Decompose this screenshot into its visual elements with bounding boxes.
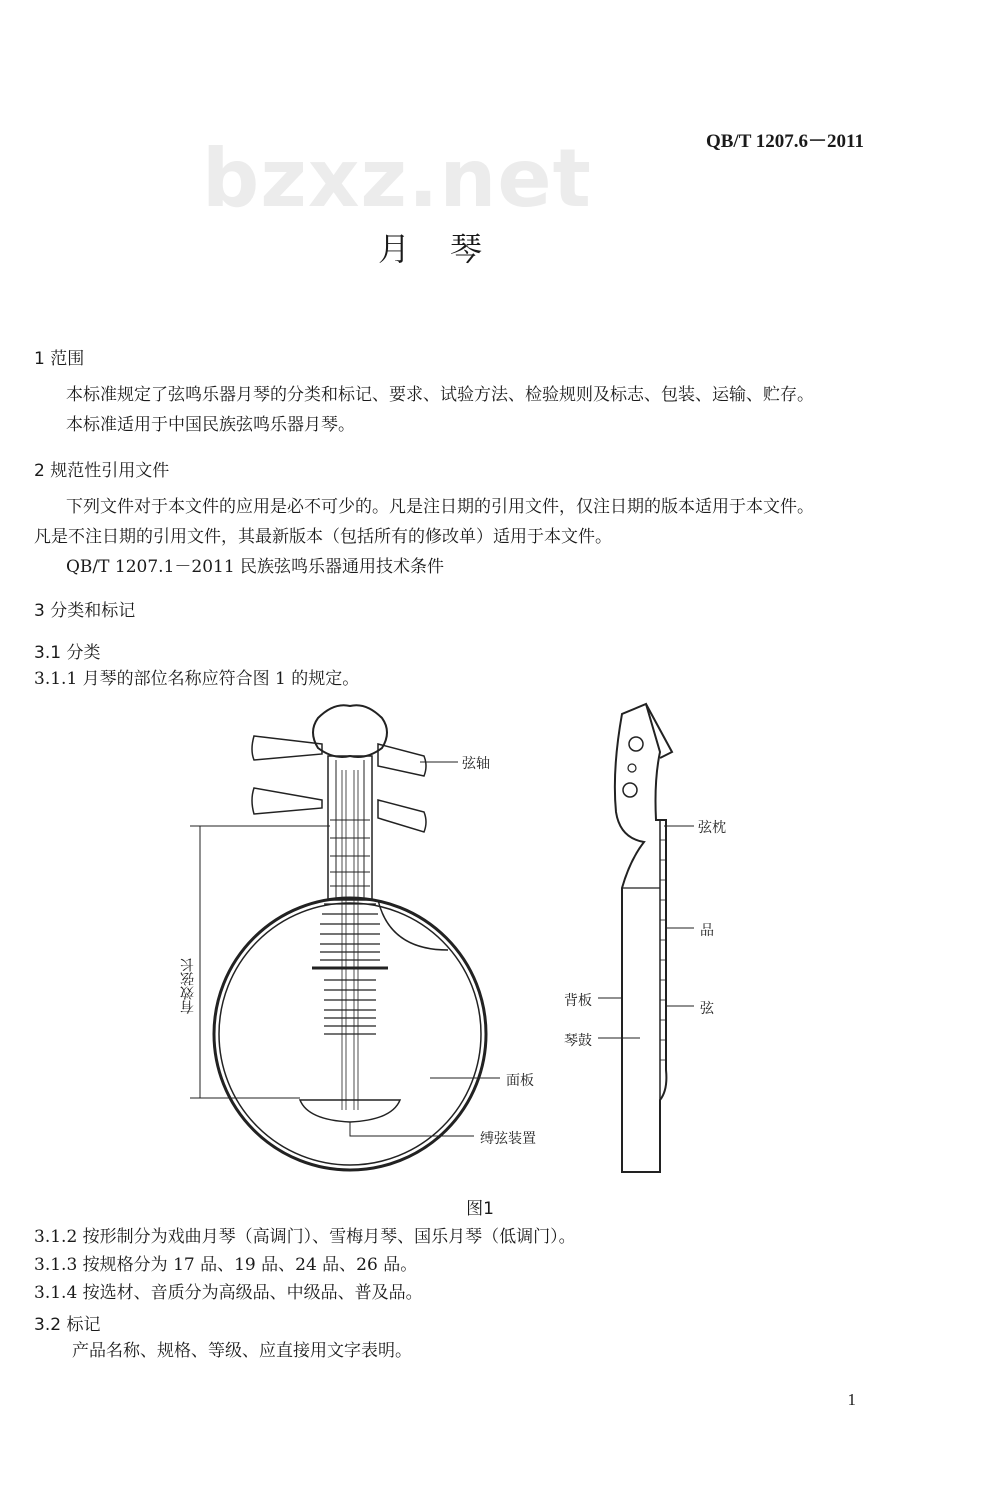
section-3-1-heading: 3.1 分类: [34, 643, 101, 663]
peg-top-left: [252, 736, 322, 760]
peg-bottom-left: [252, 788, 322, 814]
section-3-2-paragraph: 产品名称、规格、等级、应直接用文字表明。: [72, 1341, 412, 1361]
section-2-heading: 2 规范性引用文件: [34, 461, 170, 481]
peg-top-right: [378, 744, 426, 776]
section-2-paragraph-1: 下列文件对于本文件的应用是必不可少的。凡是注日期的引用文件，仅注日期的版本适用于本文件。: [66, 497, 814, 517]
label-beiban: 背板: [564, 993, 592, 1009]
label-xianzhou: 弦轴: [462, 756, 490, 772]
normative-reference: QB/T 1207.1－2011 民族弦鸣乐器通用技术条件: [66, 557, 445, 577]
section-1-paragraph-1: 本标准规定了弦鸣乐器月琴的分类和标记、要求、试验方法、检验规则及标志、包装、运输、贮存。: [66, 385, 814, 405]
clause-3-1-2: 3.1.2 按形制分为戏曲月琴（高调门）、雪梅月琴、国乐月琴（低调门）。: [34, 1227, 576, 1247]
label-mianban: 面板: [506, 1073, 534, 1089]
label-xianzhen: 弦枕: [698, 820, 726, 836]
label-xian: 弦: [700, 1001, 714, 1017]
side-body: [615, 704, 667, 1172]
page-number: 1: [847, 1390, 856, 1409]
clause-3-1-3: 3.1.3 按规格分为 17 品、19 品、24 品、26 品。: [34, 1255, 418, 1275]
figure-caption: 图1: [466, 1199, 494, 1219]
label-pin: 品: [700, 923, 714, 939]
section-1-paragraph-2: 本标准适用于中国民族弦鸣乐器月琴。: [66, 415, 355, 435]
label-fuxian: 缚弦装置: [480, 1131, 536, 1147]
clause-3-1-1: 3.1.1 月琴的部位名称应符合图 1 的规定。: [34, 669, 360, 689]
standard-code: QB/T 1207.6－2011: [705, 131, 864, 152]
watermark: bzxz.net: [202, 132, 592, 225]
section-3-2-heading: 3.2 标记: [34, 1315, 101, 1335]
front-head: [313, 705, 387, 757]
front-neck: [328, 756, 372, 900]
peg-bottom-right: [378, 800, 426, 832]
tailpiece: [300, 1100, 400, 1122]
clause-3-1-4: 3.1.4 按选材、音质分为高级品、中级品、普及品。: [34, 1283, 423, 1303]
page-title: 月琴: [377, 230, 522, 268]
section-2-paragraph-1-cont: 凡是不注日期的引用文件，其最新版本（包括所有的修改单）适用于本文件。: [34, 527, 612, 547]
section-3-heading: 3 分类和标记: [34, 601, 136, 621]
section-1-heading: 1 范围: [34, 349, 85, 369]
label-effective-length: 有效弦长: [180, 958, 196, 1014]
label-qingu: 琴鼓: [564, 1033, 592, 1049]
